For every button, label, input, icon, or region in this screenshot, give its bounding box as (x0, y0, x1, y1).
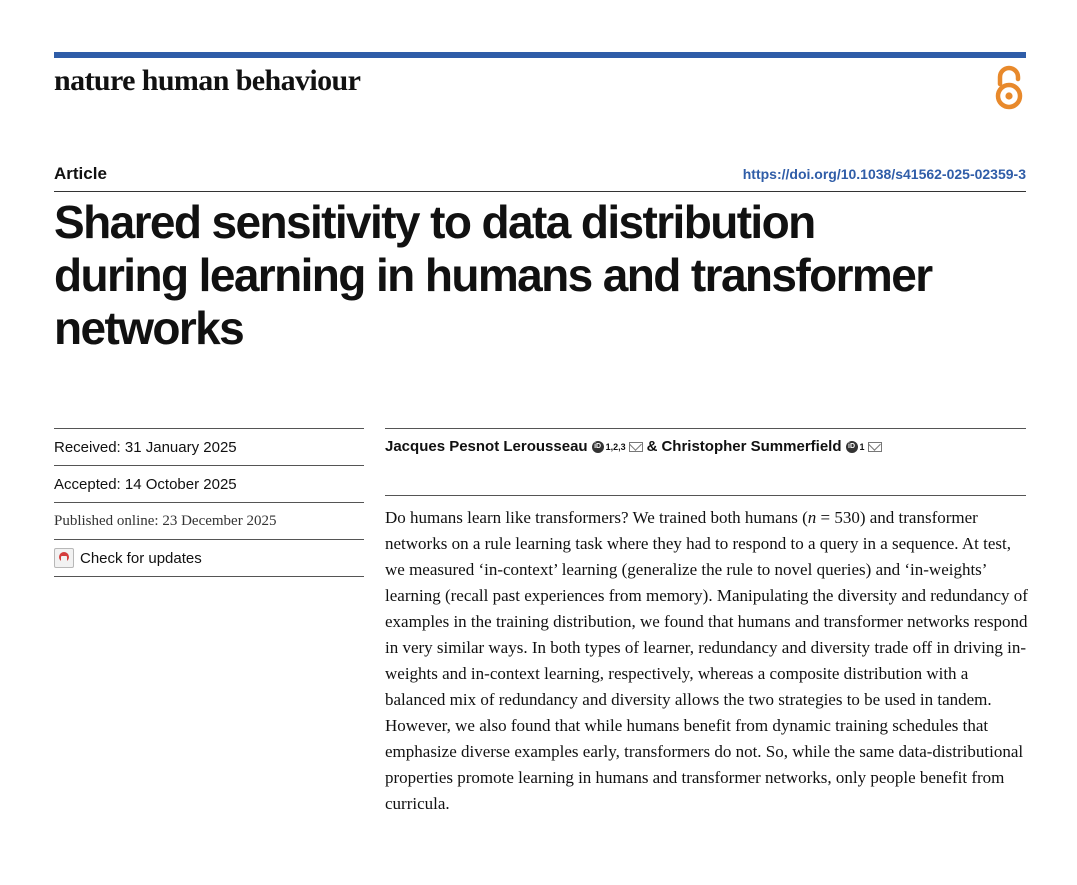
divider (54, 191, 1026, 192)
abstract (385, 505, 1030, 817)
accepted-date: Accepted: 14 October 2025 (54, 465, 364, 502)
author-list (385, 438, 882, 455)
email-icon[interactable] (868, 442, 882, 452)
crossmark-icon[interactable] (54, 548, 74, 568)
received-date: Received: 31 January 2025 (54, 428, 364, 465)
orcid-icon[interactable]: iD (592, 441, 604, 453)
check-updates-row[interactable] (54, 539, 364, 577)
divider (385, 495, 1026, 496)
article-title: Shared sensitivity to data distribution during learning in humans and transformer networks (54, 196, 932, 354)
doi-link[interactable]: https://doi.org/10.1038/s41562-025-02359-3 (742, 166, 1026, 182)
author-separator: & (646, 438, 658, 455)
email-icon[interactable] (629, 442, 643, 452)
article-type: Article (54, 164, 107, 183)
author-name[interactable]: Jacques Pesnot Lerousseau (385, 438, 588, 455)
orcid-icon[interactable]: iD (846, 441, 858, 453)
abstract-part: Do humans learn like transformers? We trained both humans ( (385, 508, 808, 527)
open-access-icon[interactable] (990, 64, 1028, 112)
author-name[interactable]: Christopher Summerfield (661, 438, 842, 455)
article-metadata (54, 428, 364, 577)
author-affiliations: 1,2,3 (605, 441, 626, 452)
divider (385, 428, 1026, 429)
abstract-part: = 530) and transformer networks on a rule learning task where they had to respond to a query in a sequence. At test, we measured ‘in-context’ learning (generalize the rule to novel queries) and ‘in-weights’ learning (recall past experiences from memory). Manipulating the diversity and redundancy of examples in the training distribution, we found that humans and transformer networks respond in very similar ways. In both types of learner, redundancy and diversity trade off in driving in-weights and in-context learning, respectively, whereas a composite distribution with a balanced mix of redundancy and diversity allows the two strategies to be used in tandem. However, we also found that while humans benefit from dynamic training schedules that emphasize diverse examples early, transformers do not. So, while the same data-distributional properties promote learning in humans and transformer networks, only people benefit from curricula. (385, 508, 1028, 813)
check-updates-link[interactable]: Check for updates (80, 549, 202, 567)
sample-size-variable: n (807, 508, 817, 527)
author-affiliations: 1 (859, 441, 865, 452)
published-date: Published online: 23 December 2025 (54, 502, 364, 539)
journal-top-bar (54, 52, 1026, 58)
journal-name[interactable]: nature human behaviour (54, 64, 361, 97)
